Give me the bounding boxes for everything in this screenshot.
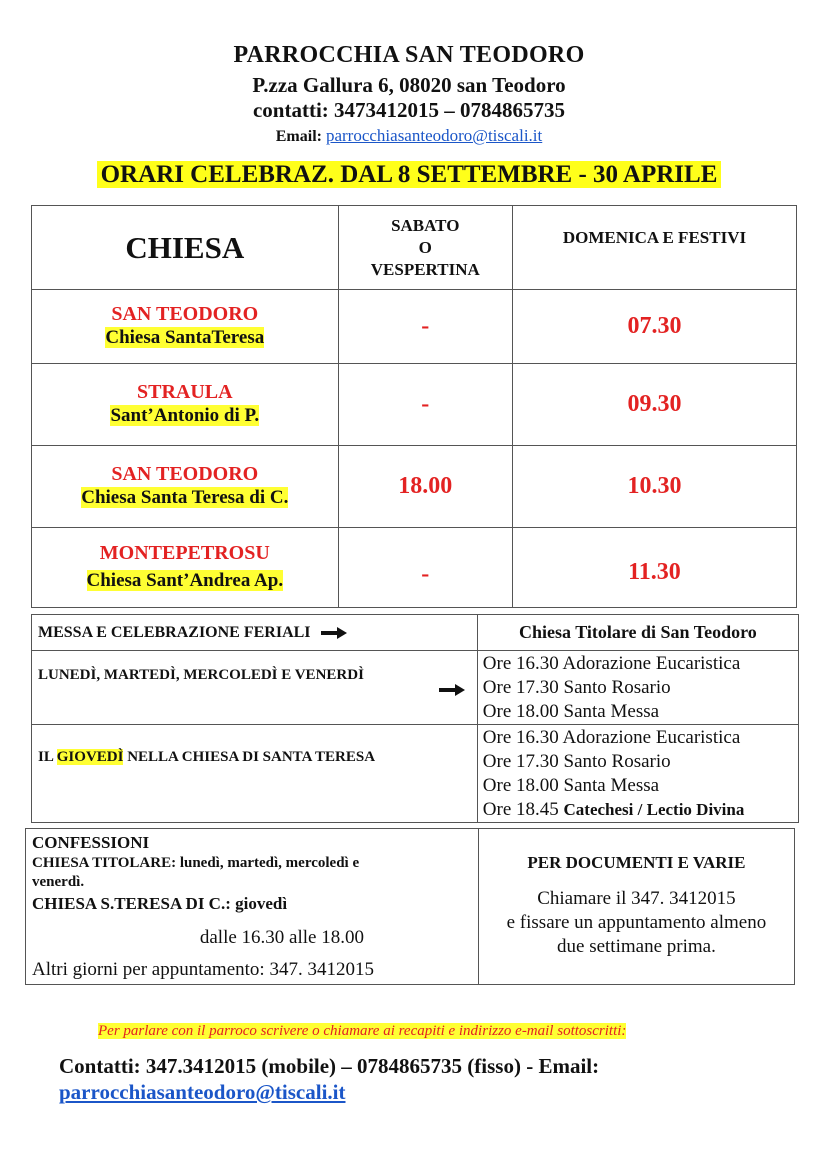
church-name: Chiesa SantaTeresa	[105, 327, 265, 348]
time-item: Ore 17.30 Santo Rosario	[482, 750, 671, 772]
sabato-time: -	[338, 364, 512, 446]
weekday-times	[477, 651, 798, 725]
right-arrow-icon	[321, 628, 347, 638]
thursday-label: IL GIOVEDÌ NELLA CHIESA DI SANTA TERESA	[32, 725, 478, 823]
church-cell	[32, 290, 339, 364]
time-item: Ore 18.00 Santa Messa	[482, 700, 660, 722]
parish-title: PARROCCHIA SAN TEODORO	[233, 42, 585, 68]
schedule-header-row	[32, 206, 797, 290]
footer-email-link[interactable]: parrocchiasanteodoro@tiscali.it	[59, 1080, 346, 1104]
email-label: Email:	[275, 128, 322, 145]
domenica-time: 09.30	[512, 364, 796, 446]
schedule-row	[32, 446, 797, 528]
header-domenica: DOMENICA E FESTIVI	[512, 206, 796, 290]
weekday-header-row	[32, 615, 799, 651]
documents-title: PER DOCUMENTI E VARIE	[527, 853, 746, 872]
weekday-days: LUNEDÌ, MARTEDÌ, MERCOLEDÌ E VENERDÌ	[32, 651, 478, 725]
domenica-time: 07.30	[512, 290, 796, 364]
sabato-time: -	[338, 290, 512, 364]
footer-contacts: Contatti: 347.3412015 (mobile) – 0784865735 (fisso) - Email:	[59, 1054, 600, 1078]
domenica-time: 11.30	[512, 528, 796, 608]
church-name: Sant’Antonio di P.	[110, 405, 260, 426]
sabato-time: -	[338, 528, 512, 608]
footer-note: Per parlare con il parroco scrivere o chiamare ai recapiti e indirizzo e-mail sottoscritti:	[98, 1023, 627, 1039]
confessions-line: venerdì.	[32, 874, 85, 890]
mass-schedule-table	[31, 205, 797, 608]
time-item: Ore 16.30 Adorazione Eucaristica	[482, 726, 741, 748]
time-item: Ore 18.45 Catechesi / Lectio Divina	[482, 798, 745, 820]
schedule-title	[0, 161, 818, 189]
church-name: Chiesa Santa Teresa di C.	[81, 487, 289, 508]
parish-address: P.zza Gallura 6, 08020 san Teodoro	[252, 73, 566, 97]
weekday-row	[32, 651, 799, 725]
church-cell	[32, 446, 339, 528]
parish-contacts: contatti: 3473412015 – 0784865735	[252, 98, 566, 122]
confessions-line: CHIESA TITOLARE: lunedì, martedì, mercoledì e	[32, 855, 360, 871]
time-item: Ore 18.00 Santa Messa	[482, 774, 660, 796]
thursday-row	[32, 725, 799, 823]
time-item: Ore 16.30 Adorazione Eucaristica	[482, 652, 741, 674]
weekday-table	[31, 614, 799, 823]
sabato-time: 18.00	[338, 446, 512, 528]
church-cell	[32, 364, 339, 446]
confessions-table	[25, 828, 795, 985]
schedule-row	[32, 528, 797, 608]
email-row	[0, 126, 818, 146]
place-name: STRAULA	[137, 381, 233, 403]
weekday-header-right: Chiesa Titolare di San Teodoro	[477, 615, 798, 651]
confessions-line: CHIESA S.TERESA DI C.: giovedì	[32, 894, 288, 913]
place-name: SAN TEODORO	[111, 303, 259, 325]
time-item: Ore 17.30 Santo Rosario	[482, 676, 671, 698]
confessions-hours: dalle 16.30 alle 18.00	[199, 927, 364, 948]
header-chiesa: CHIESA	[32, 206, 339, 290]
email-link[interactable]: parrocchiasanteodoro@tiscali.it	[325, 126, 543, 145]
confessions-other: Altri giorni per appuntamento: 347. 3412015	[32, 959, 374, 980]
weekday-header-left: MESSA E CELEBRAZIONE FERIALI	[32, 615, 478, 651]
thursday-times	[477, 725, 798, 823]
header-sabato: SABATO O VESPERTINA	[338, 206, 512, 290]
schedule-row	[32, 290, 797, 364]
schedule-row	[32, 364, 797, 446]
place-name: SAN TEODORO	[111, 463, 259, 485]
confessions-title: CONFESSIONI	[32, 833, 150, 852]
domenica-time: 10.30	[512, 446, 796, 528]
confessions-cell	[26, 829, 479, 985]
documents-text: Chiamare il 347. 3412015 e fissare un appuntamento almeno due settimane prima.	[506, 888, 767, 957]
schedule-title-text: ORARI CELEBRAZ. DAL 8 SETTEMBRE - 30 APRILE	[97, 161, 722, 188]
documents-cell	[478, 829, 794, 985]
place-name: MONTEPETROSU	[99, 542, 270, 564]
right-arrow-icon	[439, 685, 465, 695]
church-name: Chiesa Sant’Andrea Ap.	[86, 570, 284, 591]
church-cell	[32, 528, 339, 608]
